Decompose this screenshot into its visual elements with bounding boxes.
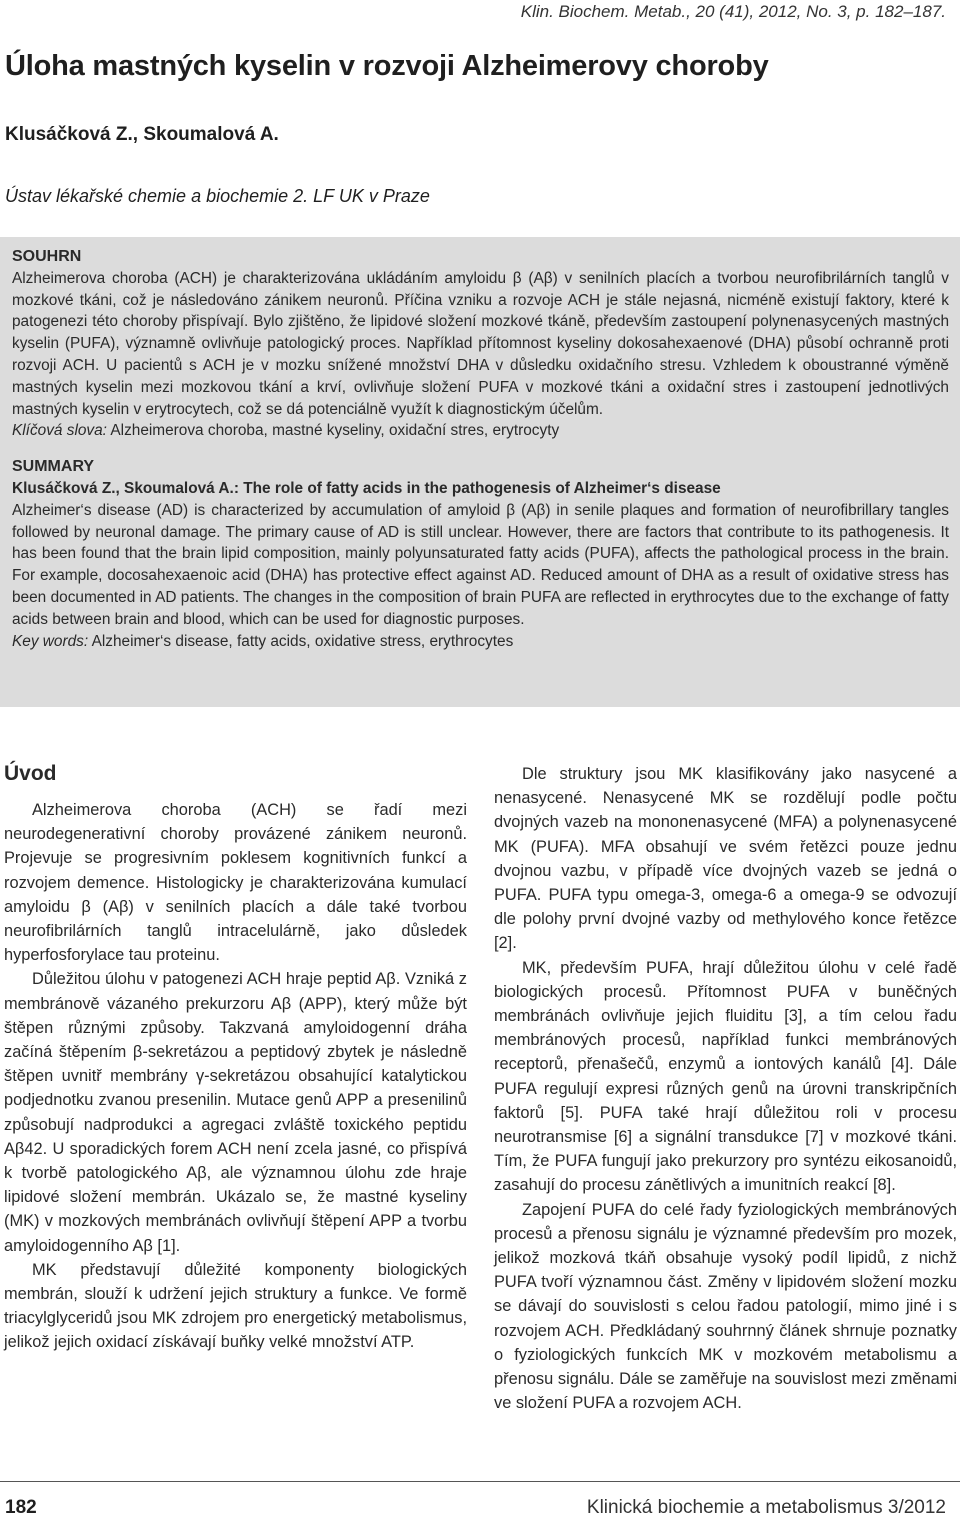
summary-text: Alzheimer‘s disease (AD) is characterized by accumulation of amyloid β (Aβ) in senile plaques and formation of neurofibrillary tangles followed by neuronal damage. The primary cause of AD is still unclear. However, there are factors that contribute to its pathogenesis. It has been found that the brain lipid composition, mainly polyunsaturated fatty acids (PUFA), affects the pathological process in the brain. For example, docosahexaenoic acid (DHA) has protective effect against AD. Reduced amount of DHA as a result of oxidative stress has been documented in AD patients. The changes in the composition of brain PUFA are reflected in erythrocytes due to the exchange of fatty acids between brain and blood, which can be used for diagnostic purposes. [12,501,949,628]
paragraph: MK představují důležité komponenty biologických membrán, slouží k udržení jejich struktury a funkce. Ve formě triacylglyceridů jsou MK zdrojem pro energetický metabolismus, jelikož jejich oxidací získávají buňky velké množství ATP. [4,1260,467,1352]
summary-keywords-label: Key words: [12,632,89,650]
summary-heading: SUMMARY [12,458,95,476]
paragraph: MK, především PUFA, hrají důležitou úlohu v celé řadě biologických procesů. Přítomnost PUFA v buněčných membránách ovlivňuje jejich fluiditu [3], a tím celou řadu membránových procesů, například funkci membránových receptorů, přenašečů, enzymů a iontových kanálů [4]. Dále PUFA regulují expresi různých genů na úrovni transkripčních faktorů [5]. PUFA také hrají důležitou roli v procesu neurotransmise [6] a signální transdukce [7] v mozkové tkáni. Tím, že PUFA fungují jako prekurzory pro syntézu eikosanoidů, zasahují do procesu zánětlivých a imunitních reakcí [8]. [494,958,957,1195]
section-heading-uvod: Úvod [4,762,57,785]
right-column [494,762,957,1415]
page-number: 182 [5,1497,37,1518]
summary-title: Klusáčková Z., Skoumalová A.: The role of fatty acids in the pathogenesis of Alzheimer‘s disease [12,479,721,497]
souhrn-heading: SOUHRN [12,248,82,265]
paragraph: Alzheimerova choroba (ACH) se řadí mezi neurodegenerativní choroby provázené zánikem neuronů. Projevuje se progresivním poklesem kognitivních funkcí a rozvojem demence. Histologicky je charakterizována kumulací amyloidu β (Aβ) v senilních placích a dále také tvorbou neurofibrilárních tanglů intracelulárně, jako důsledek hyperfosforylace tau proteinu. [4,801,467,965]
paragraph: Dle struktury jsou MK klasifikovány jako nasycené a nenasycené. Nenasycené MK se rozdělují podle počtu dvojných vazeb na mononenasycené (MFA) a polynenasycené MK (PUFA). MFA obsahují ve svém řetězci pouze jednu dvojnou vazbu, v případě více dvojných vazeb se jedná o PUFA. PUFA typu omega-3, omega-6 a omega-9 se odvozují dle polohy první dvojné vazby od methylového konce řetězce [2]. [494,765,957,953]
souhrn-text: Alzheimerova choroba (ACH) je charakterizována ukládáním amyloidu β (Aβ) v senilních placích a tvorbou neurofibrilárních tanglů v mozkové tkáni, což je následováno zánikem neuronů. Příčina vzniku a rozvoje ACH je stále nejasná, nicméně existují faktory, které k patogenezi této choroby přispívají. Bylo zjištěno, že lipidové složení mozkové tkáně, především zastoupení polynenasycených mastných kyselin (PUFA), významně ovlivňuje patologický proces. Například přítomnost kyseliny dokosahexaenové (DHA) působí ochranně proti rozvoji ACH. U pacientů s ACH je v mozku snížené množství DHA v důsledku oxidačního stresu. Vzhledem k oboustranné výměně mastných kyselin mezi mozkovou tkání a krví, ovlivňuje složení PUFA v mozkové tkáni a oxidační stres i zastoupení jednotlivých mastných kyselin v erytrocytech, což se dá potenciálně využít k diagnostickým účelům. [12,269,949,418]
footer-journal-name: Klinická biochemie a metabolismus 3/2012 [586,1497,946,1518]
souhrn-keywords-text: Alzheimerova choroba, mastné kyseliny, oxidační stres, erytrocyty [106,422,560,440]
authors: Klusáčková Z., Skoumalová A. [5,124,279,145]
paragraph: Důležitou úlohu v patogenezi ACH hraje peptid Aβ. Vzniká z membránově vázaného prekurzoru Aβ (APP), který může být štěpen různými způsoby. Takzvaná amyloidogenní dráha začíná štěpením β-sekretázou a peptidový zbytek je následně štěpen uvnitř membrány γ-sekretázou obsahující katalytickou podjednotku zvanou presenilin. Mutace genů APP a presenilinů způsobují nadprodukci a agregaci zvláště toxického peptidu Aβ42. U sporadických forem ACH není zcela jasné, co přispívá k tvorbě patologického Aβ, ale významnou úlohu zde hraje lipidové složení membrán. Ukázalo se, že mastné kyseliny (MK) v mozkových membránách ovlivňují štěpení APP a tvorbu amyloidogenního Aβ [1]. [4,970,467,1255]
summary-keywords [12,631,949,653]
journal-reference: Klin. Biochem. Metab., 20 (41), 2012, No. 3, p. 182–187. [520,2,946,21]
left-column [4,760,467,1355]
souhrn-keywords-label: Klíčová slova: [12,422,107,440]
paragraph: Zapojení PUFA do celé řady fyziologických membránových procesů a přenosu signálu je významné především pro mozek, jelikož mozková tkáň obsahuje vysoký podíl lipidů, z nichž PUFA tvoří významnou část. Změny v lipidovém složení mozku se dávají do souvislosti s celou řadou patologií, mimo jiné i s rozvojem ACH. Předkládaný souhrnný článek shrnuje poznatky o fyziologických funkcích MK v mozkovém metabolismu a přenosu signálu. Dále se zaměřuje na souvislost mezi změnami ve složení PUFA a rozvojem ACH. [494,1200,957,1413]
souhrn-keywords [12,420,949,442]
summary-keywords-text: Alzheimer‘s disease, fatty acids, oxidative stress, erythrocytes [88,632,514,650]
affiliation: Ústav lékařské chemie a biochemie 2. LF UK v Praze [5,186,430,206]
footer-divider [0,1481,960,1482]
article-title: Úloha mastných kyselin v rozvoji Alzheimerovy choroby [5,50,769,82]
abstract-box [0,237,960,707]
